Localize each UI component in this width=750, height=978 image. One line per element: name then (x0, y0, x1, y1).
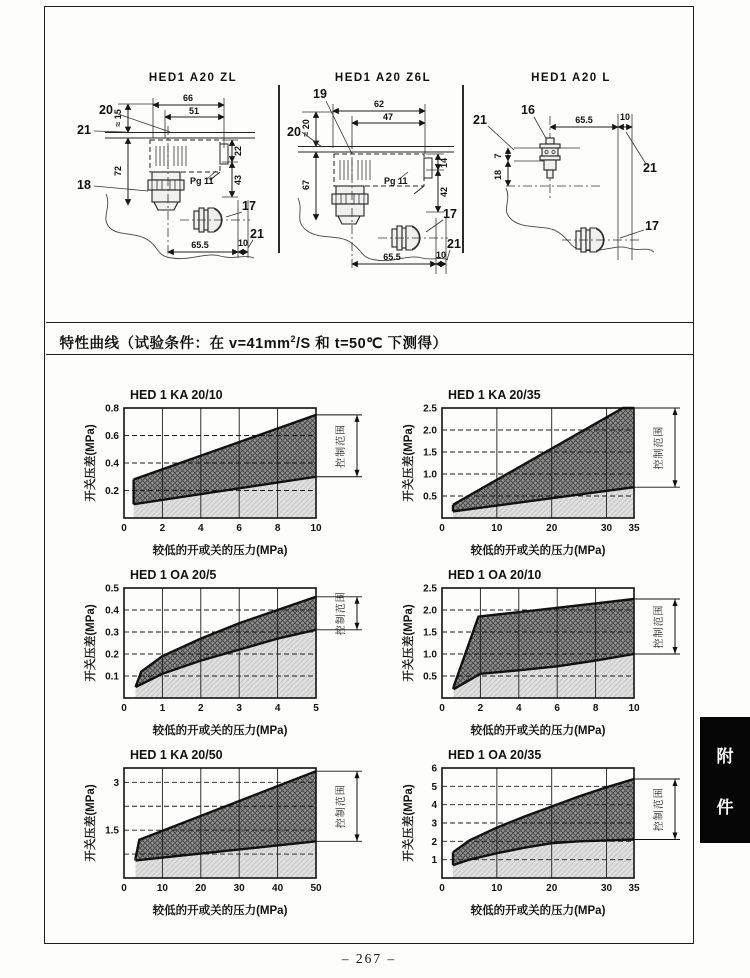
range-label: 控制范围 (336, 784, 347, 829)
chart-hed1-ka-20-35 (378, 383, 698, 561)
chart-hed1-oa-20-5 (60, 563, 380, 741)
ytick-label: 0.5 (423, 491, 437, 503)
xtick-label: 4 (274, 703, 281, 714)
dim-72: 72 (113, 165, 123, 177)
part-label-19: 19 (313, 87, 327, 101)
xtick-label: 8 (592, 703, 599, 714)
section-title-text: 特性曲线（试验条件：在 v=41mm (59, 335, 291, 352)
range-label: 控制范围 (654, 425, 665, 470)
part-label-17: 17 (443, 207, 457, 221)
ytick-label: 2.5 (423, 403, 437, 415)
part-label-21: 21 (447, 237, 461, 251)
dim-67: 67 (301, 179, 311, 191)
xtick-label: 0 (121, 523, 127, 534)
chart-title: HED 1 KA 20/50 (130, 748, 223, 762)
range-arrowhead-top (673, 599, 678, 606)
section-title-suffix: /S 和 t=50℃ 下测得） (296, 335, 448, 352)
reference-lines (436, 218, 446, 274)
ytick-label: 1.5 (423, 447, 437, 459)
xtick-label: 10 (491, 883, 503, 894)
reference-lines (506, 114, 632, 260)
dim-62: 62 (373, 99, 385, 109)
ytick-label: 1 (431, 855, 437, 867)
range-arrowhead-top (355, 771, 360, 778)
part-label-20: 20 (99, 103, 113, 117)
x-axis-label: 较低的开或关的压力(MPa) (152, 545, 288, 557)
dim-655: 65.5 (575, 115, 593, 125)
range-arrowhead-bottom (673, 480, 678, 487)
drawing-title-zl: HED1 A20 ZL (148, 72, 238, 84)
xtick-label: 0 (121, 703, 127, 714)
plug-component (378, 226, 448, 250)
part-label-21b: 21 (643, 161, 657, 175)
ytick-label: 2.5 (423, 583, 437, 595)
xtick-label: 20 (195, 883, 207, 894)
part-label-21a: 21 (77, 123, 91, 137)
mount-surface-outline (298, 198, 448, 261)
ytick-label: 2.0 (423, 605, 437, 617)
dimension-lines (508, 127, 632, 186)
ytick-label: 0.2 (105, 486, 119, 497)
appendix-tab-char-1: 附 (716, 747, 734, 767)
drawing-hed1-a20-l (470, 68, 698, 323)
drawing-hed1-a20-zl (48, 68, 283, 323)
xtick-label: 6 (554, 703, 560, 714)
part-label-18: 18 (77, 178, 91, 192)
xtick-label: 10 (310, 523, 322, 534)
range-label: 控制范围 (654, 787, 665, 832)
page-number: – 267 – (341, 951, 397, 966)
gland-thread-label: Pg 11 (384, 176, 408, 186)
x-axis-label: 较低的开或关的压力(MPa) (470, 905, 606, 917)
chart-title: HED 1 OA 20/5 (130, 568, 217, 582)
ytick-label: 0.8 (105, 403, 119, 415)
chart-title: HED 1 KA 20/35 (448, 388, 541, 402)
appendix-tab (700, 717, 750, 843)
part-label-16: 16 (521, 103, 535, 117)
leader-21 (447, 250, 450, 260)
xtick-label: 0 (439, 523, 445, 534)
leader-17 (226, 212, 242, 217)
cable-gland (332, 186, 368, 224)
section-title-sup: 2 (290, 334, 296, 344)
dim-10: 10 (435, 250, 447, 260)
range-label: 控制范围 (654, 604, 665, 649)
drawing-title-z6l: HED1 A20 Z6L (334, 72, 432, 84)
xtick-label: 8 (274, 523, 281, 534)
x-axis-label: 较低的开或关的压力(MPa) (470, 725, 606, 737)
xtick-label: 0 (121, 883, 127, 894)
xtick-label: 0 (439, 883, 445, 894)
xtick-label: 30 (601, 523, 613, 534)
drawing-title-l: HED1 A20 L (531, 72, 611, 84)
x-axis-label: 较低的开或关的压力(MPa) (470, 545, 606, 557)
ytick-label: 4 (431, 800, 437, 812)
xtick-label: 10 (491, 523, 503, 534)
chart-hed1-ka-20-50 (60, 743, 380, 921)
ytick-label: 5 (431, 781, 437, 793)
chart-cell (60, 563, 380, 741)
dim-22: 22 (233, 145, 243, 157)
xtick-label: 10 (156, 883, 168, 894)
part-label-17: 17 (242, 199, 256, 213)
xtick-label: 5 (313, 703, 319, 714)
xtick-label: 4 (198, 523, 204, 534)
ytick-label: 0.4 (105, 605, 119, 617)
xtick-label: 30 (233, 883, 245, 894)
range-arrowhead-top (355, 415, 360, 422)
cable-gland (148, 172, 184, 210)
chart-title: HED 1 OA 20/10 (448, 568, 542, 582)
xtick-label: 20 (546, 883, 558, 894)
chart-hed1-oa-20-35 (378, 743, 698, 921)
x-axis-label: 较低的开或关的压力(MPa) (152, 905, 288, 917)
dim-20approx: ≈ 20 (301, 119, 311, 137)
chart-cell (60, 383, 380, 561)
ytick-label: 0.5 (105, 583, 119, 595)
range-arrowhead-bottom (355, 623, 360, 630)
dim-47: 47 (382, 112, 394, 122)
xtick-label: 2 (477, 703, 484, 714)
range-arrowhead-bottom (673, 833, 678, 840)
xtick-label: 50 (310, 883, 322, 894)
y-axis-label: 开关压差(MPa) (403, 604, 415, 682)
ytick-label: 2 (431, 836, 437, 848)
range-label: 控制范围 (336, 423, 347, 468)
y-axis-label: 开关压差(MPa) (85, 604, 97, 682)
ytick-label: 0.1 (105, 671, 119, 683)
dim-655: 65.5 (383, 252, 401, 262)
leader-21b (248, 240, 253, 248)
ytick-label: 1.0 (423, 469, 437, 481)
dimension-lines (128, 104, 248, 252)
chart-title: HED 1 OA 20/35 (448, 748, 542, 762)
range-label: 控制范围 (336, 591, 347, 636)
dim-14: 14 (439, 157, 449, 169)
dim-7: 7 (493, 153, 503, 159)
y-axis-label: 开关压差(MPa) (85, 784, 97, 862)
ytick-label: 1.5 (423, 627, 437, 639)
chart-title: HED 1 KA 20/10 (130, 388, 223, 402)
valve-component (540, 138, 560, 178)
part-label-17: 17 (645, 219, 659, 233)
ytick-label: 3 (431, 818, 437, 830)
ytick-label: 0.5 (423, 671, 437, 683)
range-arrowhead-bottom (673, 647, 678, 654)
leader-21a (94, 131, 126, 132)
xtick-label: 4 (516, 703, 522, 714)
dim-10: 10 (237, 238, 249, 248)
dim-10: 10 (619, 112, 631, 122)
leader-20 (118, 114, 170, 132)
ytick-label: 2.0 (423, 425, 437, 437)
xtick-label: 1 (159, 703, 166, 714)
dim-18: 18 (493, 169, 503, 181)
chart-hed1-oa-20-10 (378, 563, 698, 741)
section-title-bar (46, 322, 694, 355)
xtick-label: 6 (236, 523, 242, 534)
range-arrowhead-top (355, 597, 360, 604)
range-arrowhead-bottom (355, 470, 360, 477)
chart-cell (378, 743, 698, 921)
chart-cell (378, 383, 698, 561)
xtick-label: 10 (628, 703, 640, 714)
xtick-label: 2 (198, 703, 204, 714)
xtick-label: 40 (272, 883, 284, 894)
dim-15: ≈ 15 (113, 109, 123, 127)
chart-cell (60, 743, 380, 921)
xtick-label: 35 (628, 883, 640, 894)
ytick-label: 6 (431, 763, 437, 775)
range-arrowhead-top (673, 408, 678, 415)
drawing-separator-1 (278, 85, 280, 253)
y-axis-label: 开关压差(MPa) (403, 784, 415, 862)
ytick-label: 0.3 (105, 627, 119, 639)
dim-66: 66 (182, 93, 194, 103)
ytick-label: 1.0 (423, 649, 437, 661)
leader-21b (626, 132, 646, 164)
leader-20 (302, 132, 322, 147)
range-arrowhead-top (673, 779, 678, 786)
plug-component (180, 208, 250, 232)
dim-51: 51 (188, 106, 200, 116)
part-label-20: 20 (287, 125, 301, 139)
ytick-label: 0.4 (105, 458, 119, 470)
y-axis-label: 开关压差(MPa) (85, 424, 97, 502)
y-axis-label: 开关压差(MPa) (403, 424, 415, 502)
chart-cell (378, 563, 698, 741)
drawing-hed1-a20-z6l (286, 68, 466, 323)
ytick-label: 3 (113, 777, 119, 789)
part-label-21a: 21 (473, 113, 487, 127)
dim-655: 65.5 (191, 240, 209, 250)
xtick-label: 35 (628, 523, 640, 534)
dim-42: 42 (439, 186, 449, 198)
x-axis-label: 较低的开或关的压力(MPa) (152, 725, 288, 737)
ytick-label: 0.2 (105, 649, 119, 661)
drawing-separator-2 (462, 85, 464, 253)
dim-43: 43 (233, 174, 243, 186)
range-arrowhead-bottom (355, 834, 360, 841)
xtick-label: 3 (236, 703, 242, 714)
appendix-tab-char-2: 件 (716, 797, 734, 817)
ytick-label: 1.5 (105, 825, 119, 837)
leader-21a (488, 126, 514, 150)
chart-hed1-ka-20-10 (60, 383, 380, 561)
part-label-21b: 21 (250, 227, 264, 241)
xtick-label: 30 (601, 883, 613, 894)
leader-18 (94, 186, 148, 191)
xtick-label: 0 (439, 703, 445, 714)
xtick-label: 20 (546, 523, 558, 534)
leader-17 (426, 220, 443, 232)
gland-thread-label: Pg 11 (190, 176, 214, 186)
xtick-label: 2 (159, 523, 166, 534)
ytick-label: 0.6 (105, 431, 119, 442)
